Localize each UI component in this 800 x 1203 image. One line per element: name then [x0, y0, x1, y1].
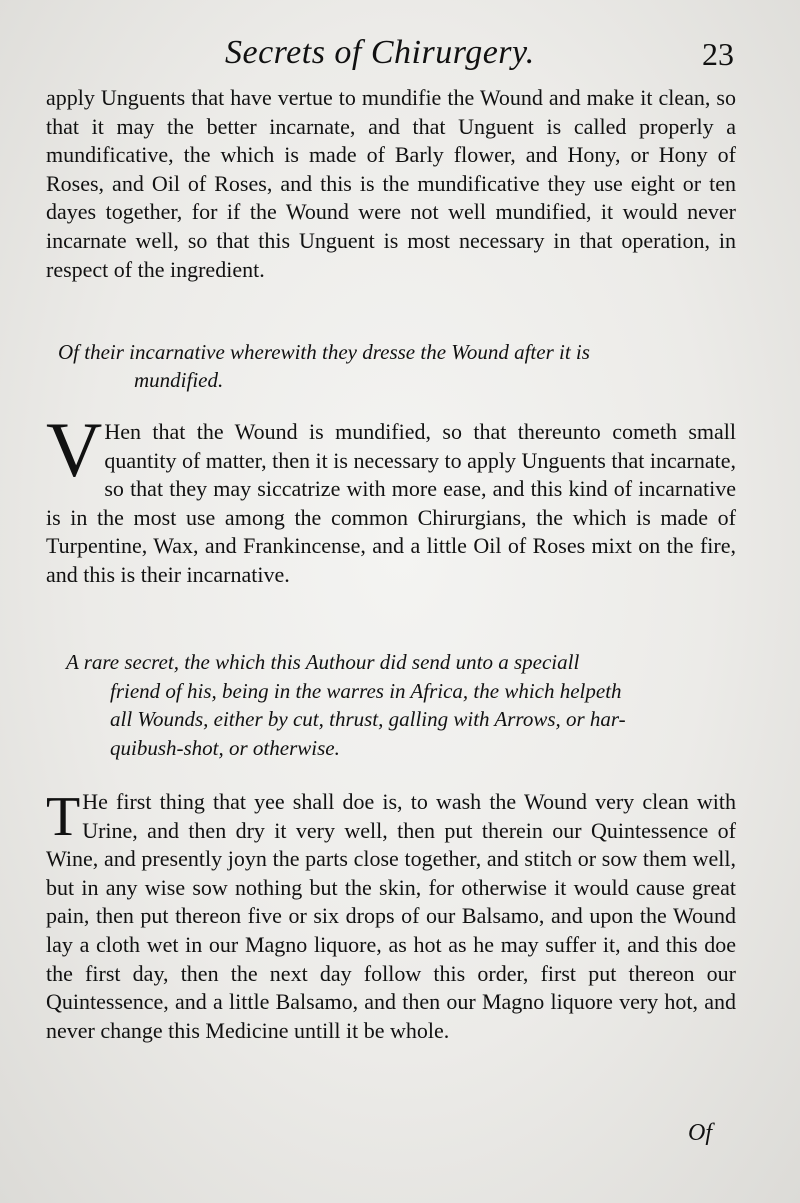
catchword: Of	[688, 1120, 712, 1146]
heading-line: mundified.	[134, 368, 224, 392]
running-title: Secrets of Chirurgery.	[225, 34, 535, 71]
page-header	[0, 30, 800, 80]
heading-line: Of their incarnative wherewith they dresse the Wound after it is	[58, 340, 590, 364]
paragraph-2-text: Hen that the Wound is mundified, so that thereunto cometh small quantity of matter, then it is necessary to apply Unguents that incarnate, so that they may siccatrize with more ease, and this kind of incarnative is in the most use among the common Chirurgians, the which is made of Turpentine, Wax, and Frankincense, and a little Oil of Roses mixt on the fire, and this is their incarnative.	[46, 419, 736, 587]
paragraph-3	[46, 788, 736, 1045]
paragraph-1: apply Unguents that have vertue to mundifie the Wound and make it clean, so that it may the better incarnate, and that Unguent is called properly a mundificative, the which is made of Barly flower, and Hony, or Hony of Roses, and Oil of Roses, and this is the mundificative they use eight or ten dayes together, for if the Wound were not well mundified, it would never incarnate well, so that this Unguent is most necessary in that operation, in respect of the ingredient.	[46, 85, 736, 282]
drop-cap-letter: T	[46, 786, 81, 848]
heading-line: quibush-shot, or otherwise.	[110, 735, 340, 760]
page-number: 23	[702, 36, 734, 72]
paragraph-2	[46, 406, 736, 590]
heading-line: all Wounds, either by cut, thrust, galling with Arrows, or har-	[110, 707, 626, 731]
section-heading-incarnative	[58, 338, 738, 394]
heading-line: friend of his, being in the warres in Africa, the which helpeth	[110, 678, 622, 703]
section-heading-rare-secret	[66, 648, 736, 762]
drop-cap-letter: V	[46, 406, 103, 493]
heading-line: A rare secret, the which this Authour did send unto a speciall	[66, 650, 580, 674]
paragraph-3-text: He first thing that yee shall doe is, to wash the Wound very clean with Urine, and then dry it very well, then put therein our Quintessence of Wine, and presently joyn the parts close together, and stitch or sow them well, but in any wise sow nothing but the skin, for otherwise it would cause great pain, then put thereon five or six drops of our Balsamo, and upon the Wound lay a cloth wet in our Magno liquore, as hot as he may suffer it, and this doe the first day, then the next day follow this order, first put thereon our Quintessence, and a little Balsamo, and then our Magno liquore very hot, and never change this Medicine untill it be whole.	[46, 789, 736, 1043]
